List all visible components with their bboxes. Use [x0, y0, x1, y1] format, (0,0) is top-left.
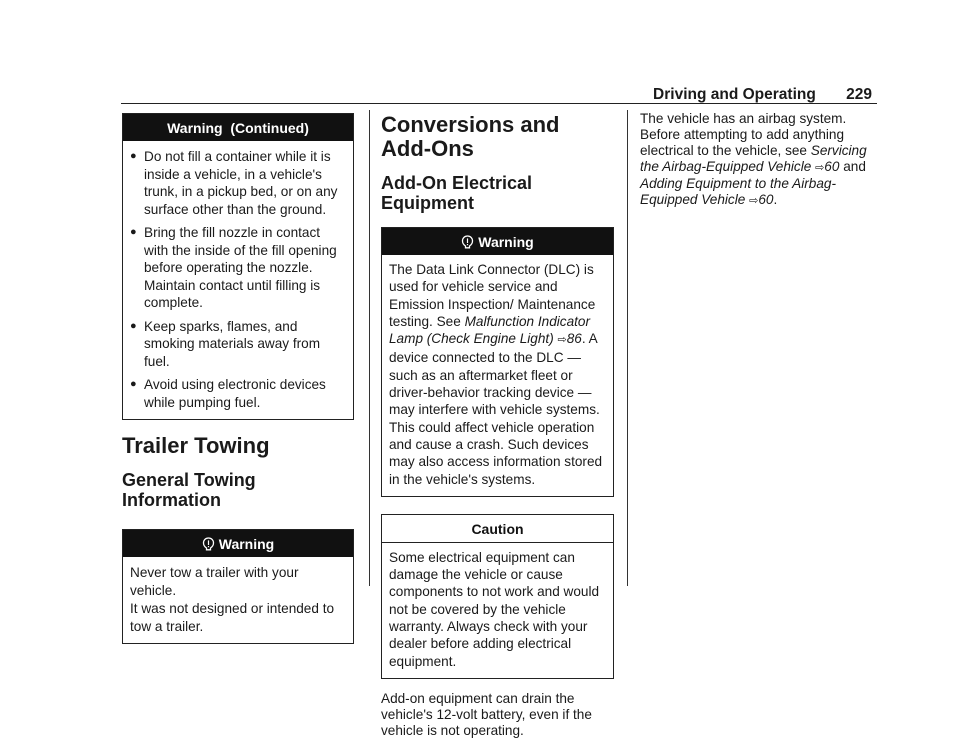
page-ref-number[interactable]: 60 [824, 159, 840, 174]
bullet-icon: ● [130, 319, 137, 332]
caution-box [381, 514, 614, 679]
bullet-item: ● Avoid using electronic devices while pumping fuel. [130, 377, 326, 410]
section-heading-conversions: Conversions and Add-Ons [381, 112, 560, 161]
bullet-item: ● Keep sparks, flames, and smoking materials away from fuel. [130, 318, 321, 369]
warning-continued-box [122, 113, 354, 420]
warning-title: Warning [123, 530, 353, 557]
warning-icon [202, 537, 215, 551]
bullet-item: ● Do not fill a container while it is inside a vehicle, in a vehicle's trunk, in a pickup bed, or on any surface other than the ground. [130, 149, 338, 217]
warning-text: Never tow a trailer with your vehicle. [130, 565, 299, 598]
warning-title: Warning [382, 228, 613, 255]
section-title: Driving and Operating [653, 86, 816, 103]
warning-icon [461, 235, 474, 249]
subsection-heading-electrical: Add-On Electrical Equipment [381, 173, 533, 213]
page-ref-number[interactable]: 86 [566, 331, 582, 347]
warning-box-towing [122, 529, 354, 644]
bullet-icon: ● [130, 226, 137, 238]
header-rule [121, 103, 877, 104]
caution-text: Some electrical equipment can damage the vehicle or cause components to not work and would not be covered by the vehicle warranty. Always check with your dealer before adding electrical equipment. [389, 549, 600, 669]
body-paragraph-airbag: The vehicle has an airbag system. Before attempting to add anything electrical to the vehicle, see Servicing the Airbag-Equipped Vehicle ⇨60 and Adding Equipment to the Airbag-Equipped Vehicle ⇨60. [640, 111, 867, 207]
page-ref-icon: ⇨ [815, 162, 825, 174]
column-divider-1 [369, 110, 370, 586]
xref-link-adding-equipment[interactable]: Adding Equipment to the Airbag-Equipped Vehicle [640, 176, 836, 207]
bullet-icon: ● [130, 378, 137, 390]
body-paragraph: Add-on equipment can drain the vehicle's 12-volt battery, even if the vehicle is not operating. [381, 690, 592, 738]
bullet-icon: ● [130, 150, 137, 162]
warning-text: The Data Link Connector (DLC) is used for vehicle service and Emission Inspection/ Maintenance testing. See [389, 262, 596, 329]
page-number: 229 [846, 86, 872, 103]
running-header [653, 86, 872, 104]
warning-continued-title: Warning (Continued) [123, 114, 353, 141]
section-heading-trailer-towing: Trailer Towing [122, 433, 270, 458]
column-2 [381, 113, 614, 739]
column-3 [640, 111, 880, 209]
page-ref-icon: ⇨ [749, 195, 759, 207]
subsection-heading-general-towing: General Towing Information [122, 470, 256, 510]
warning-text: It was not designed or intended to tow a trailer. [130, 601, 335, 634]
warning-text: . A device connected to the DLC — such as an aftermarket fleet or driver-behavior tracking device — may interfere with vehicle systems. This could affect vehicle operation and cause a crash. Such devices may also access information stored in the vehicle's systems. [389, 331, 603, 487]
column-divider-2 [627, 110, 628, 586]
page-ref-icon: ⇨ [557, 334, 567, 347]
column-1 [122, 113, 354, 644]
warning-box-dlc [381, 227, 614, 497]
caution-title: Caution [382, 515, 613, 543]
xref-link-mil[interactable]: Malfunction Indicator Lamp (Check Engine Light) [389, 313, 591, 347]
xref-link-servicing-airbag[interactable]: Servicing the Airbag-Equipped Vehicle [640, 143, 867, 174]
page-ref-number[interactable]: 60 [758, 192, 774, 207]
bullet-item: ● Bring the fill nozzle in contact with the inside of the fill opening before operating the nozzle. Maintain contact until filling is complete. [130, 225, 337, 310]
